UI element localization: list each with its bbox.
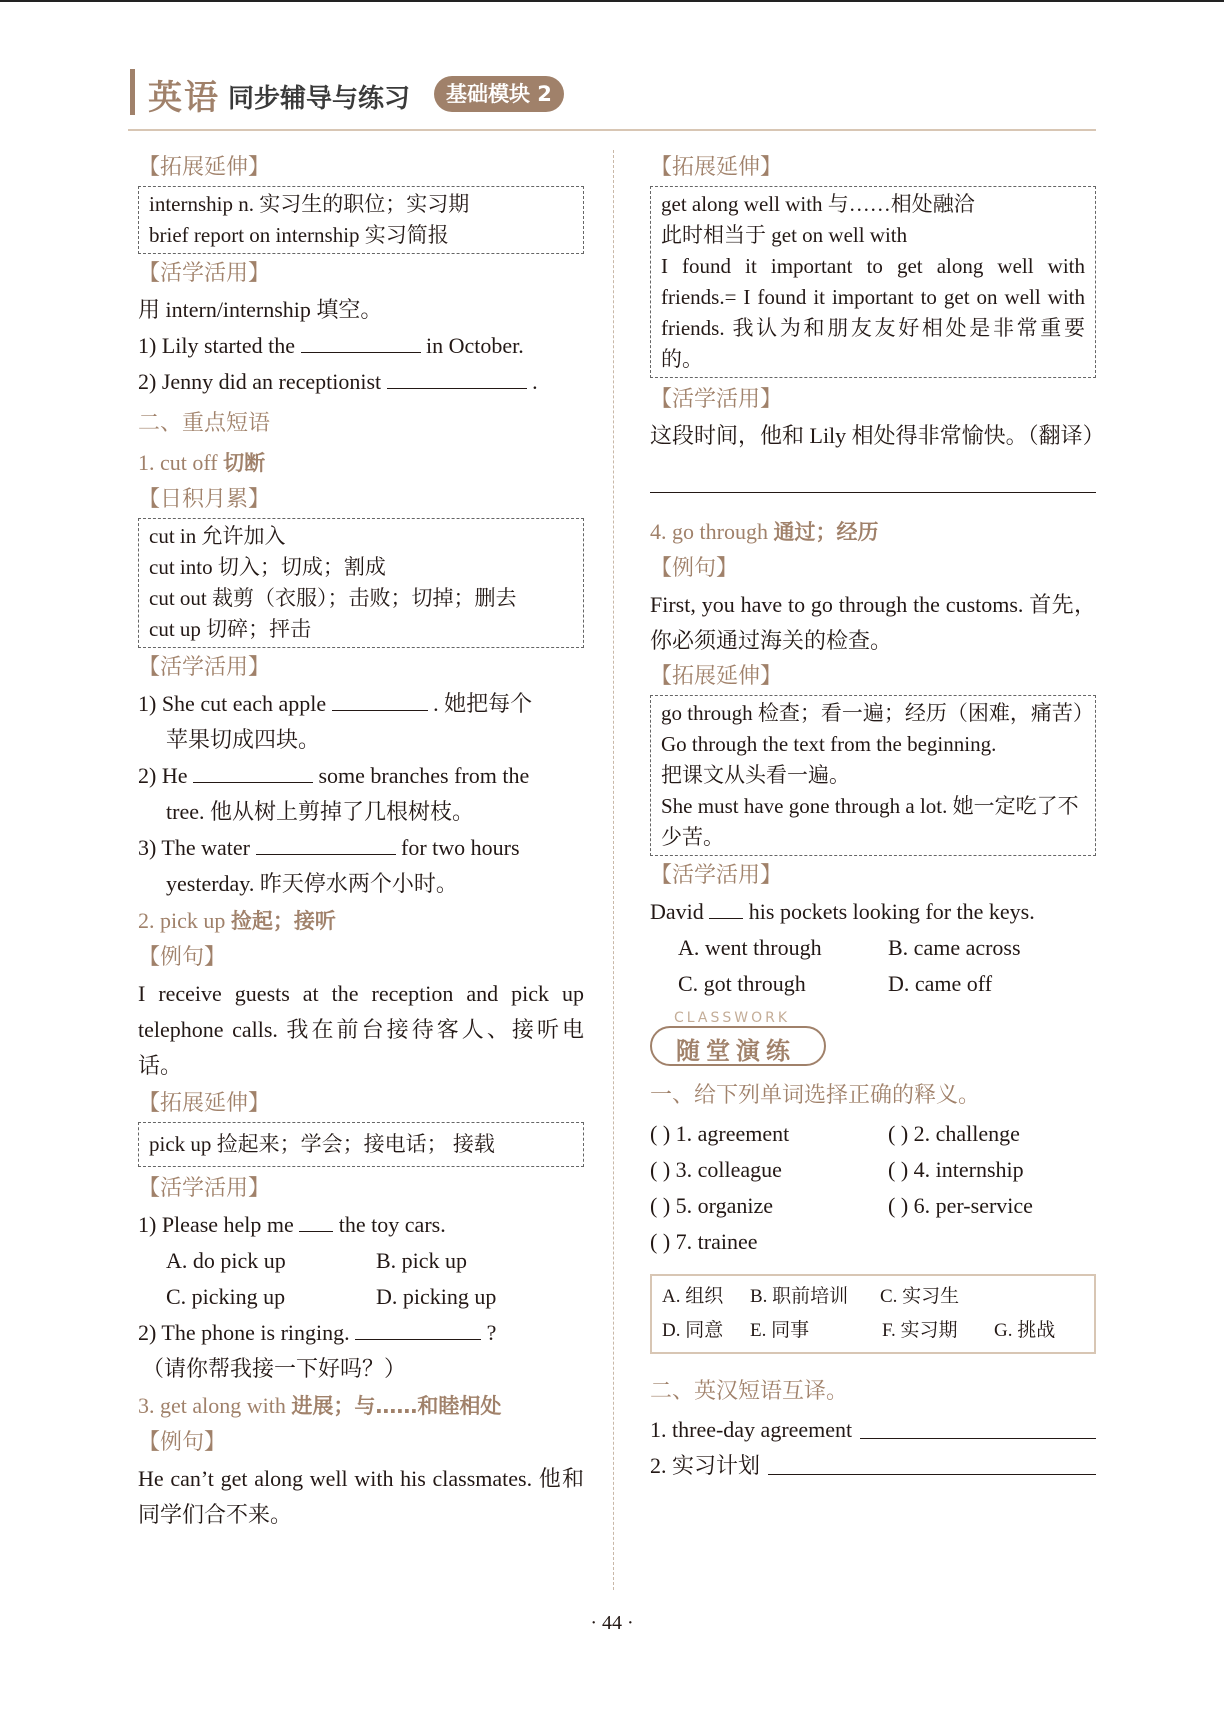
q-text: the toy cars. [338, 1212, 446, 1237]
label-accumulate: 【日积月累】 [138, 487, 271, 512]
q-text: 3) The water [138, 835, 250, 860]
choice: F. 实习期 [882, 1320, 958, 1341]
answer-line[interactable] [650, 462, 1096, 493]
phrase-en: 3. get along with [138, 1393, 286, 1418]
column-divider [613, 150, 614, 1590]
q-continuation: tree. 他从树上剪掉了几根树枝。 [166, 799, 474, 824]
q-text: 1. three-day agreement [650, 1417, 853, 1442]
match-item[interactable]: ( ) 6. per-service [888, 1193, 1033, 1218]
label-example: 【例句】 [138, 1430, 227, 1455]
option[interactable]: D. came off [888, 971, 993, 996]
practice-item [138, 1315, 584, 1351]
q-text: 2. 实习计划 [650, 1453, 761, 1478]
match-item[interactable]: ( ) 4. internship [888, 1157, 1024, 1182]
options-grid [138, 1243, 584, 1315]
box-line: internship n. 实习生的职位；实习期 [149, 192, 470, 216]
label-example: 【例句】 [650, 556, 739, 581]
phrase-en: 4. go through [650, 519, 768, 544]
practice-text: 这段时间，他和 Lily 相处得非常愉快。（翻译） [650, 423, 1105, 448]
q-text: 1) Please help me [138, 1212, 294, 1237]
question-title: 一、给下列单词选择正确的释义。 [650, 1083, 981, 1108]
practice-intro: 用 intern/internship 填空。 [138, 297, 383, 322]
box-line: 此时相当于 get on well with [661, 223, 908, 247]
classwork-badge [650, 1010, 1096, 1072]
header-rule [128, 129, 1096, 131]
match-item[interactable]: ( ) 5. organize [650, 1193, 773, 1218]
option[interactable]: A. went through [678, 935, 822, 960]
box-line: brief report on internship 实习简报 [149, 223, 449, 247]
q-continuation: （请你帮我接一下好吗？） [142, 1356, 407, 1381]
box-line: cut out 裁剪（衣服）；击败；切掉；删去 [149, 586, 517, 610]
phrase-cn: 切断 [223, 451, 266, 475]
choices-row [662, 1314, 1084, 1348]
header-module-badge: 基础模块 2 [434, 76, 564, 112]
label-extension: 【拓展延伸】 [138, 155, 271, 180]
choice: C. 实习生 [880, 1286, 960, 1307]
practice-item [138, 364, 584, 400]
phrase-en: 2. pick up [138, 908, 226, 933]
label-practice: 【活学活用】 [650, 387, 783, 412]
q-text: for two hours [401, 835, 520, 860]
phrase-cn: 通过；经历 [773, 520, 879, 544]
q-text: some branches from the [318, 763, 530, 788]
header-book-title: 同步辅导与练习 [228, 84, 411, 114]
q-text: . 她把每个 [433, 691, 533, 716]
page-header [128, 66, 1096, 126]
q-text: 2) The phone is ringing. [138, 1320, 350, 1345]
label-extension: 【拓展延伸】 [650, 155, 783, 180]
q-text: in October. [426, 333, 524, 358]
answer-blank[interactable] [709, 898, 743, 919]
q-text: 2) Jenny did an receptionist [138, 369, 382, 394]
match-item[interactable]: ( ) 3. colleague [650, 1157, 782, 1182]
choices-box [650, 1274, 1096, 1354]
box-line: cut into 切入；切成；割成 [149, 555, 386, 579]
q-text: 1) She cut each apple [138, 691, 327, 716]
practice-item [138, 830, 584, 866]
options-grid [650, 930, 1096, 1002]
box-line: She must have gone through a lot. 她一定吃了不少苦。 [661, 794, 1079, 849]
answer-blank[interactable] [768, 1448, 1096, 1475]
answer-blank[interactable] [256, 834, 396, 855]
matching-items [650, 1116, 1096, 1260]
phrase-cn: 捡起；接听 [230, 909, 336, 933]
box-line: Go through the text from the beginning. [661, 732, 997, 756]
choice: D. 同意 [662, 1320, 724, 1341]
match-item[interactable]: ( ) 1. agreement [650, 1121, 790, 1146]
label-practice: 【活学活用】 [650, 863, 783, 888]
practice-item [650, 894, 1096, 930]
practice-item [138, 328, 584, 364]
choice: E. 同事 [750, 1320, 810, 1341]
extension-box [138, 1122, 584, 1167]
match-item[interactable]: ( ) 7. trainee [650, 1229, 758, 1254]
right-column [650, 150, 1105, 1484]
left-column [138, 150, 584, 1533]
label-extension: 【拓展延伸】 [650, 664, 783, 689]
classwork-pill [650, 1026, 826, 1066]
practice-item [138, 1207, 584, 1243]
choices-row [662, 1280, 1084, 1314]
label-practice: 【活学活用】 [138, 655, 271, 680]
q-text: 2) He [138, 763, 188, 788]
label-practice: 【活学活用】 [138, 261, 271, 286]
box-line: cut in 允许加入 [149, 524, 286, 548]
q-text: 1) Lily started the [138, 333, 296, 358]
answer-blank[interactable] [301, 332, 421, 353]
option[interactable]: B. pick up [376, 1248, 468, 1273]
accumulate-box [138, 518, 584, 648]
answer-blank[interactable] [355, 1319, 481, 1340]
label-practice: 【活学活用】 [138, 1176, 271, 1201]
choice: G. 挑战 [994, 1320, 1056, 1341]
q-text: his pockets looking for the keys. [748, 899, 1035, 924]
box-line: cut up 切碎；抨击 [149, 617, 312, 641]
match-item[interactable]: ( ) 2. challenge [888, 1121, 1020, 1146]
box-line: 把课文从头看一遍。 [661, 763, 850, 787]
header-accent-bar [130, 69, 135, 115]
answer-blank[interactable] [860, 1412, 1096, 1439]
box-line: go through 检查；看一遍；经历（困难，痛苦） [661, 701, 1094, 725]
choice: B. 职前培训 [750, 1286, 849, 1307]
translate-item [650, 1448, 1096, 1484]
label-extension: 【拓展延伸】 [138, 1091, 271, 1116]
option[interactable]: C. got through [678, 971, 806, 996]
example-text: He can’t get along well with his classmates. 他和同学们合不来。 [138, 1466, 584, 1527]
question-title: 二、英汉短语互译。 [650, 1379, 849, 1404]
example-text: First, you have to go through the customs. 首先，你必须通过海关的检查。 [650, 592, 1096, 653]
answer-blank[interactable] [387, 368, 527, 389]
q-text: David [650, 899, 704, 924]
box-line: I found it important to get along well with friends.= I found it important to get on well with friends. 我认为和朋友友好相处是非常重要的。 [661, 254, 1085, 371]
phrase-heading [650, 513, 1096, 551]
extension-box [138, 186, 584, 254]
extension-box [650, 695, 1096, 856]
answer-blank[interactable] [193, 762, 313, 783]
q-text: . [532, 369, 538, 394]
label-example: 【例句】 [138, 945, 227, 970]
option[interactable]: C. picking up [166, 1284, 286, 1309]
answer-blank[interactable] [299, 1211, 333, 1232]
q-continuation: 苹果切成四块。 [166, 727, 321, 752]
q-text: ? [486, 1320, 497, 1345]
practice-item [138, 758, 584, 794]
practice-item [138, 686, 584, 722]
q-continuation: yesterday. 昨天停水两个小时。 [166, 871, 458, 896]
option[interactable]: B. came across [888, 935, 1021, 960]
example-text: I receive guests at the reception and pick up telephone calls. 我在前台接待客人、接听电话。 [138, 981, 584, 1078]
phrase-heading [138, 1387, 584, 1425]
extension-box [650, 186, 1096, 378]
translate-item [650, 1412, 1096, 1448]
choice: A. 组织 [662, 1286, 724, 1307]
option[interactable]: A. do pick up [166, 1248, 286, 1273]
option[interactable]: D. picking up [376, 1284, 497, 1309]
phrase-heading [138, 902, 584, 940]
classwork-en: CLASSWORK [674, 1010, 791, 1026]
top-border [0, 0, 1224, 2]
classwork-cn: 随堂演练 [676, 1037, 796, 1065]
phrase-heading [138, 444, 584, 482]
box-line: get along well with 与……相处融洽 [661, 192, 975, 216]
page-number: · 44 · [590, 1612, 634, 1634]
section-heading: 二、重点短语 [138, 411, 271, 436]
header-subject: 英语 [148, 78, 220, 118]
phrase-en: 1. cut off [138, 450, 218, 475]
box-line: pick up 捡起来；学会；接电话； 接载 [149, 1132, 495, 1156]
answer-blank[interactable] [332, 690, 428, 711]
phrase-cn: 进展；与……和睦相处 [291, 1394, 502, 1418]
